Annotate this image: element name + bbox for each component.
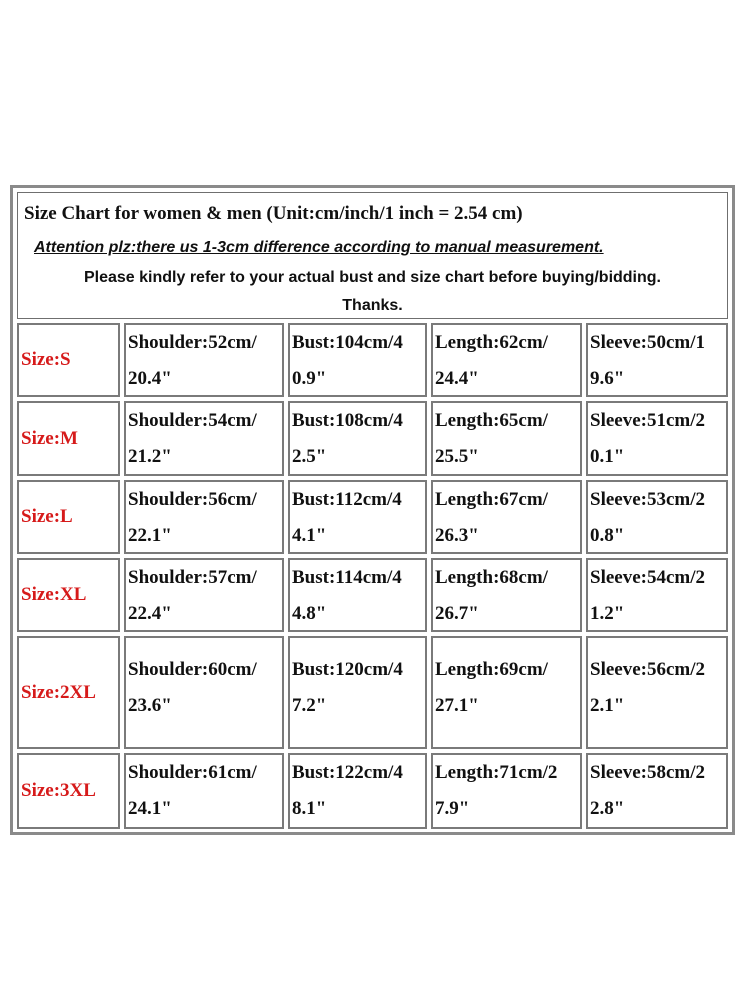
shoulder-cell — [124, 401, 284, 476]
sleeve-cell — [586, 323, 728, 397]
measurement-inch: 26.7" — [435, 603, 479, 624]
measurement-cm: Shoulder:56cm/ — [128, 489, 257, 510]
notice-line-1: Please kindly refer to your actual bust and size chart before buying/bidding. — [83, 269, 661, 286]
measurement-inch: 1.2" — [590, 603, 625, 624]
length-cell — [431, 636, 582, 749]
measurement-cm: Length:68cm/ — [435, 567, 548, 588]
sleeve-cell — [586, 636, 728, 749]
measurement-cm: Bust:114cm/4 — [292, 567, 402, 588]
measurement-inch: 0.8" — [590, 525, 625, 546]
notice-line-2: Thanks. — [342, 297, 403, 314]
size-label: Size:3XL — [21, 780, 96, 801]
shoulder-cell — [124, 558, 284, 632]
size-cell — [17, 753, 120, 829]
size-label: Size:2XL — [21, 681, 96, 703]
measurement-cm: Bust:122cm/4 — [292, 762, 403, 783]
bust-cell — [288, 753, 427, 829]
sleeve-cell — [586, 753, 728, 829]
measurement-inch: 24.4" — [435, 368, 479, 389]
measurement-inch: 24.1" — [128, 798, 172, 819]
length-cell — [431, 558, 582, 632]
shoulder-cell — [124, 480, 284, 554]
sleeve-cell — [586, 480, 728, 554]
measurement-inch: 7.2" — [292, 695, 327, 716]
size-label: Size:S — [21, 349, 71, 370]
measurement-cm: Shoulder:61cm/ — [128, 762, 257, 783]
bust-cell — [288, 401, 427, 476]
measurement-inch: 2.8" — [590, 798, 625, 819]
bust-cell — [288, 323, 427, 397]
measurement-inch: 20.4" — [128, 368, 172, 389]
length-cell — [431, 480, 582, 554]
size-cell — [17, 323, 120, 397]
measurement-cm: Bust:108cm/4 — [292, 410, 403, 431]
measurement-inch: 0.1" — [590, 446, 625, 467]
measurement-inch: 23.6" — [128, 695, 172, 716]
measurement-inch: 27.1" — [435, 695, 479, 716]
bust-cell — [288, 558, 427, 632]
sleeve-cell — [586, 401, 728, 476]
shoulder-cell — [124, 753, 284, 829]
measurement-cm: Length:67cm/ — [435, 489, 548, 510]
measurement-cm: Length:69cm/ — [435, 659, 548, 680]
shoulder-cell — [124, 636, 284, 749]
bust-cell — [288, 636, 427, 749]
bust-cell — [288, 480, 427, 554]
measurement-inch: 7.9" — [435, 798, 470, 819]
size-cell — [17, 636, 120, 749]
measurement-cm: Bust:120cm/4 — [292, 659, 403, 680]
size-cell — [17, 401, 120, 476]
measurement-cm: Sleeve:58cm/2 — [590, 762, 706, 783]
chart-header — [17, 192, 728, 319]
measurement-inch: 8.1" — [292, 798, 327, 819]
size-label: Size:M — [21, 427, 78, 449]
measurement-inch: 4.1" — [292, 525, 327, 546]
measurement-cm: Bust:104cm/4 — [292, 332, 403, 353]
length-cell — [431, 323, 582, 397]
measurement-cm: Shoulder:57cm/ — [128, 567, 257, 588]
measurement-cm: Sleeve:53cm/2 — [590, 489, 706, 510]
measurement-cm: Sleeve:54cm/2 — [590, 567, 706, 588]
measurement-cm: Length:62cm/ — [435, 332, 548, 353]
measurement-inch: 2.1" — [590, 695, 625, 716]
size-cell — [17, 480, 120, 554]
measurement-inch: 26.3" — [435, 525, 479, 546]
measurement-inch: 22.1" — [128, 525, 172, 546]
measurement-cm: Length:71cm/2 — [435, 762, 558, 783]
size-label: Size:L — [21, 506, 73, 527]
measurement-inch: 4.8" — [292, 603, 327, 624]
measurement-cm: Sleeve:51cm/2 — [590, 410, 706, 431]
measurement-cm: Shoulder:52cm/ — [128, 332, 257, 353]
size-chart — [10, 185, 735, 835]
measurement-inch: 2.5" — [292, 446, 327, 467]
length-cell — [431, 401, 582, 476]
size-label: Size:XL — [21, 584, 87, 605]
measurement-cm: Sleeve:56cm/2 — [590, 659, 706, 680]
measurement-inch: 9.6" — [590, 368, 625, 389]
attention-note: Attention plz:there us 1-3cm difference according to manual measurement. — [34, 239, 604, 256]
measurement-cm: Sleeve:50cm/1 — [590, 332, 706, 353]
measurement-cm: Shoulder:54cm/ — [128, 410, 257, 431]
sleeve-cell — [586, 558, 728, 632]
chart-title: Size Chart for women & men (Unit:cm/inch/1 inch = 2.54 cm) — [24, 203, 523, 224]
shoulder-cell — [124, 323, 284, 397]
size-cell — [17, 558, 120, 632]
measurement-inch: 0.9" — [292, 368, 327, 389]
length-cell — [431, 753, 582, 829]
measurement-inch: 21.2" — [128, 446, 172, 467]
measurement-inch: 25.5" — [435, 446, 479, 467]
measurement-cm: Bust:112cm/4 — [292, 489, 402, 510]
measurement-cm: Shoulder:60cm/ — [128, 659, 257, 680]
measurement-cm: Length:65cm/ — [435, 410, 548, 431]
measurement-inch: 22.4" — [128, 603, 172, 624]
